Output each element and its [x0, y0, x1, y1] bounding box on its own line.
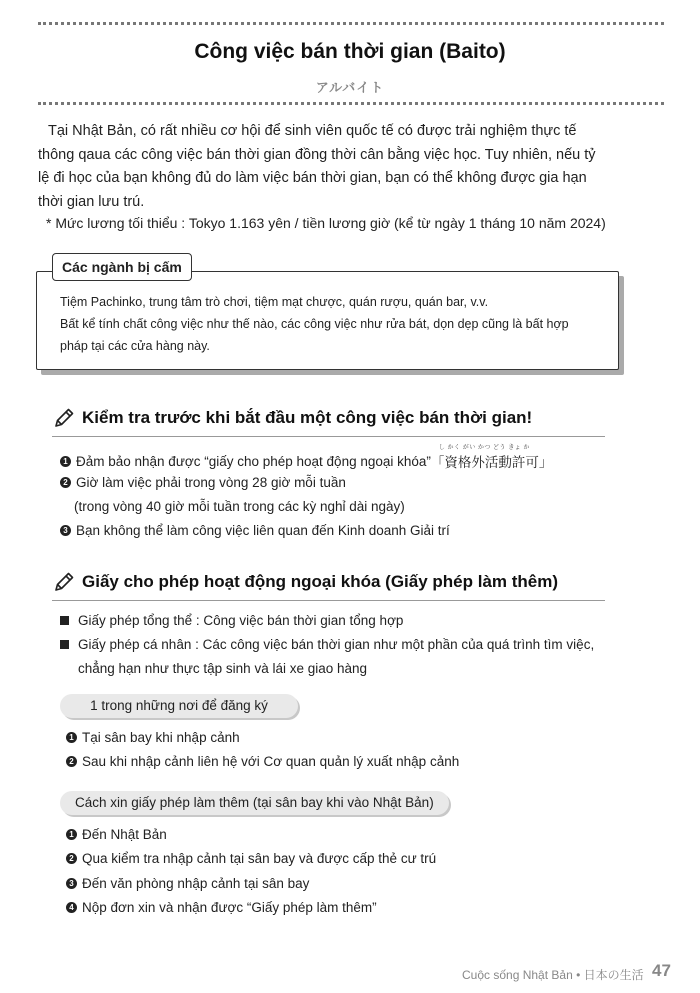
howto-item-4 — [66, 900, 377, 915]
howto-item-1 — [66, 827, 167, 842]
number-badge: 1 — [66, 732, 77, 743]
howto-item-text: Qua kiểm tra nhập cảnh tại sân bay và được cấp thẻ cư trú — [82, 851, 437, 866]
intro-line: Tại Nhật Bản, có rất nhiều cơ hội để sinh viên quốc tế có được trải nghiệm thực tế — [48, 123, 577, 139]
footer-book-title: Cuộc sống Nhật Bản • 日本の生活 — [462, 968, 644, 982]
howto-item-2 — [66, 851, 436, 866]
check-item-1 — [60, 445, 553, 471]
pencil-icon — [52, 570, 76, 594]
number-badge: 1 — [66, 829, 77, 840]
register-places-label: 1 trong những nơi để đăng ký — [60, 694, 298, 718]
check-section-title: Kiểm tra trước khi bắt đầu một công việc bán thời gian! — [82, 408, 533, 427]
number-badge: 3 — [66, 878, 77, 889]
furigana: し かく がい かつ どう きょ か — [438, 445, 530, 451]
intro-line: lệ đi học của bạn không đủ do làm việc bán thời gian, bạn có thể không được gia hạn — [38, 170, 587, 186]
section-rule — [52, 436, 605, 437]
number-badge: 4 — [66, 902, 77, 913]
pencil-icon — [52, 406, 76, 430]
page-number: 47 — [652, 961, 671, 980]
banned-industries-text — [60, 291, 605, 357]
banned-line: Tiệm Pachinko, trung tâm trò chơi, tiệm mạt chược, quán rượu, quán bar, v.v. — [60, 295, 489, 309]
permit-item-individual — [60, 637, 594, 652]
howto-item-text: Đến văn phòng nhập cảnh tại sân bay — [82, 876, 310, 891]
permit-item-text: Giấy phép tổng thể : Công việc bán thời gian tổng hợp — [78, 613, 404, 628]
register-item-1 — [66, 730, 240, 745]
square-bullet-icon — [60, 616, 69, 625]
permit-item-text: Giấy phép cá nhân : Các công việc bán thời gian như một phần của quá trình tìm việc, — [78, 637, 595, 652]
page-subtitle: アルバイト — [315, 80, 385, 95]
page-title: Công việc bán thời gian (Baito) — [194, 40, 506, 63]
banned-line: pháp tại các cửa hàng này. — [60, 339, 210, 353]
check-item-text: Bạn không thể làm công việc liên quan đến Kinh doanh Giải trí — [76, 523, 450, 538]
check-item-2-note: (trong vòng 40 giờ mỗi tuần trong các kỳ nghỉ dài ngày) — [74, 499, 405, 514]
minimum-wage-note: * Mức lương tối thiểu : Tokyo 1.163 yên / tiền lương giờ (kể từ ngày 1 tháng 10 năm 2024) — [46, 215, 606, 231]
permit-section-header — [52, 567, 558, 597]
check-section-header — [52, 403, 532, 433]
how-to-apply-label: Cách xin giấy phép làm thêm (tại sân bay khi vào Nhật Bản) — [60, 791, 449, 815]
number-badge: 2 — [66, 853, 77, 864]
banned-industries-label: Các ngành bị cấm — [52, 253, 192, 281]
permit-item-general — [60, 613, 403, 628]
intro-line: thời gian lưu trú. — [38, 193, 145, 210]
kanji-term: 「資格外活動許可」 — [430, 455, 553, 470]
section-rule — [52, 600, 605, 601]
check-item-3 — [60, 523, 450, 538]
permit-item-continuation: chẳng hạn như thực tập sinh và lái xe giao hàng — [78, 661, 368, 676]
header-dotted-rule — [38, 102, 664, 105]
check-item-text: Giờ làm việc phải trong vòng 28 giờ mỗi tuần — [76, 475, 346, 490]
howto-item-text: Đến Nhật Bản — [82, 827, 167, 842]
number-badge: 1 — [60, 456, 71, 467]
kanji-with-furigana — [430, 445, 553, 471]
intro-paragraph — [38, 120, 630, 214]
top-dotted-rule — [38, 22, 664, 25]
howto-item-3 — [66, 876, 309, 891]
check-item-2 — [60, 475, 346, 490]
register-item-2 — [66, 754, 459, 769]
register-item-text: Tại sân bay khi nhập cảnh — [82, 730, 240, 745]
number-badge: 2 — [66, 756, 77, 767]
permit-section-title: Giấy cho phép hoạt động ngoại khóa (Giấy phép làm thêm) — [82, 572, 559, 591]
banned-line: Bất kể tính chất công việc như thế nào, các công việc như rửa bát, dọn dẹp cũng là bất hợp — [60, 317, 569, 331]
number-badge: 2 — [60, 477, 71, 488]
howto-item-text: Nộp đơn xin và nhận được “Giấy phép làm thêm” — [82, 900, 377, 915]
square-bullet-icon — [60, 640, 69, 649]
intro-line: thông qaua các công việc bán thời gian đồng thời cân bằng việc học. Tuy nhiên, nếu tỷ — [38, 146, 596, 163]
check-item-text: Đảm bảo nhận được “giấy cho phép hoạt động ngoại khóa” — [76, 453, 431, 469]
register-item-text: Sau khi nhập cảnh liên hệ với Cơ quan quản lý xuất nhập cảnh — [82, 754, 460, 769]
number-badge: 3 — [60, 525, 71, 536]
